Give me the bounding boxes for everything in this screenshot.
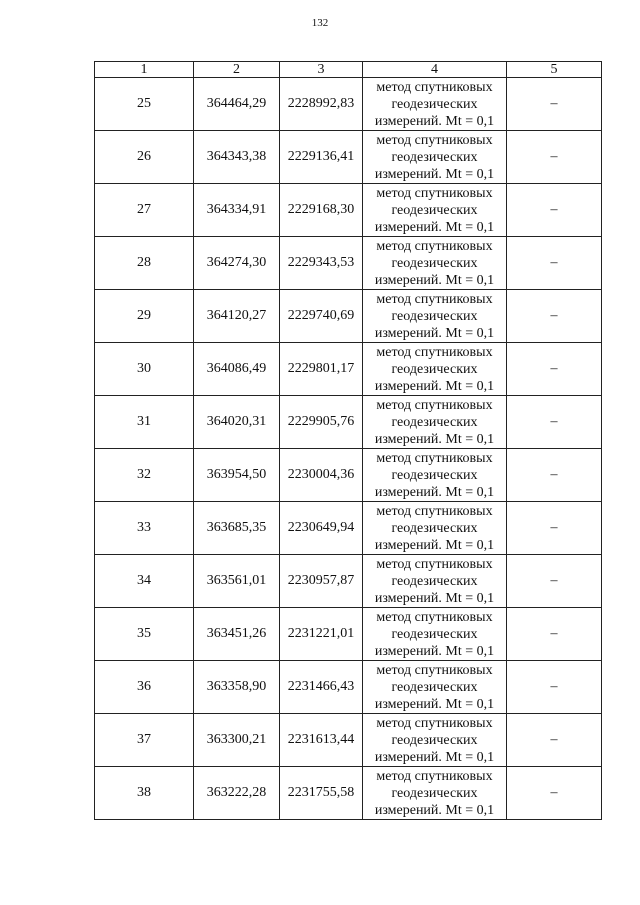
method-line: измерений. Mt = 0,1 (374, 696, 495, 712)
method-line: геодезических (391, 520, 478, 536)
x-coordinate-cell: 364086,49 (194, 343, 280, 396)
method-cell (363, 237, 507, 290)
method-line: геодезических (391, 626, 478, 642)
table-row (95, 608, 602, 661)
table-row (95, 78, 602, 131)
x-coordinate-cell: 363300,21 (194, 714, 280, 767)
y-coordinate-cell: 2229168,30 (280, 184, 363, 237)
method-line: геодезических (391, 732, 478, 748)
method-cell (363, 396, 507, 449)
extra-cell: – (507, 767, 602, 820)
method-cell (363, 131, 507, 184)
extra-cell: – (507, 184, 602, 237)
y-coordinate-cell: 2229801,17 (280, 343, 363, 396)
method-cell (363, 290, 507, 343)
x-coordinate-cell: 364020,31 (194, 396, 280, 449)
column-header-5: 5 (507, 62, 602, 78)
method-line: метод спутниковых (376, 397, 493, 413)
method-cell (363, 661, 507, 714)
y-coordinate-cell: 2229740,69 (280, 290, 363, 343)
method-line: метод спутниковых (376, 344, 493, 360)
method-cell (363, 343, 507, 396)
method-line: метод спутниковых (376, 238, 493, 254)
x-coordinate-cell: 364120,27 (194, 290, 280, 343)
method-cell (363, 555, 507, 608)
method-line: метод спутниковых (376, 503, 493, 519)
x-coordinate-cell: 363451,26 (194, 608, 280, 661)
point-number-cell: 30 (95, 343, 194, 396)
point-number-cell: 36 (95, 661, 194, 714)
point-number-cell: 25 (95, 78, 194, 131)
extra-cell: – (507, 661, 602, 714)
extra-cell: – (507, 396, 602, 449)
header-row (95, 62, 602, 78)
y-coordinate-cell: 2231755,58 (280, 767, 363, 820)
x-coordinate-cell: 364274,30 (194, 237, 280, 290)
point-number-cell: 38 (95, 767, 194, 820)
table-row (95, 661, 602, 714)
method-line: геодезических (391, 414, 478, 430)
method-line: измерений. Mt = 0,1 (374, 643, 495, 659)
point-number-cell: 34 (95, 555, 194, 608)
method-line: измерений. Mt = 0,1 (374, 484, 495, 500)
method-line: геодезических (391, 679, 478, 695)
point-number-cell: 33 (95, 502, 194, 555)
extra-cell: – (507, 449, 602, 502)
method-cell (363, 449, 507, 502)
table-body (95, 78, 602, 820)
method-line: измерений. Mt = 0,1 (374, 431, 495, 447)
method-line: измерений. Mt = 0,1 (374, 378, 495, 394)
method-line: метод спутниковых (376, 185, 493, 201)
x-coordinate-cell: 363222,28 (194, 767, 280, 820)
column-header-4: 4 (363, 62, 507, 78)
y-coordinate-cell: 2230957,87 (280, 555, 363, 608)
table-row (95, 290, 602, 343)
table-row (95, 396, 602, 449)
method-line: метод спутниковых (376, 132, 493, 148)
table-row (95, 555, 602, 608)
method-line: геодезических (391, 96, 478, 112)
table-row (95, 184, 602, 237)
extra-cell: – (507, 131, 602, 184)
y-coordinate-cell: 2229343,53 (280, 237, 363, 290)
extra-cell: – (507, 502, 602, 555)
y-coordinate-cell: 2230649,94 (280, 502, 363, 555)
x-coordinate-cell: 363685,35 (194, 502, 280, 555)
y-coordinate-cell: 2231466,43 (280, 661, 363, 714)
table-row (95, 714, 602, 767)
method-line: измерений. Mt = 0,1 (374, 219, 495, 235)
method-line: измерений. Mt = 0,1 (374, 113, 495, 129)
method-line: метод спутниковых (376, 662, 493, 678)
x-coordinate-cell: 363358,90 (194, 661, 280, 714)
table-row (95, 237, 602, 290)
y-coordinate-cell: 2229136,41 (280, 131, 363, 184)
method-line: метод спутниковых (376, 79, 493, 95)
column-header-3: 3 (280, 62, 363, 78)
point-number-cell: 27 (95, 184, 194, 237)
table-row (95, 767, 602, 820)
extra-cell: – (507, 343, 602, 396)
point-number-cell: 28 (95, 237, 194, 290)
method-line: метод спутниковых (376, 715, 493, 731)
method-line: измерений. Mt = 0,1 (374, 802, 495, 818)
x-coordinate-cell: 363954,50 (194, 449, 280, 502)
method-cell (363, 502, 507, 555)
method-line: метод спутниковых (376, 556, 493, 572)
page-number: 132 (311, 17, 329, 29)
method-line: геодезических (391, 573, 478, 589)
method-line: геодезических (391, 255, 478, 271)
y-coordinate-cell: 2231613,44 (280, 714, 363, 767)
extra-cell: – (507, 714, 602, 767)
method-cell (363, 608, 507, 661)
method-line: геодезических (391, 308, 478, 324)
extra-cell: – (507, 78, 602, 131)
extra-cell: – (507, 290, 602, 343)
x-coordinate-cell: 364334,91 (194, 184, 280, 237)
method-line: геодезических (391, 785, 478, 801)
method-cell (363, 714, 507, 767)
method-line: геодезических (391, 149, 478, 165)
y-coordinate-cell: 2231221,01 (280, 608, 363, 661)
point-number-cell: 29 (95, 290, 194, 343)
point-number-cell: 26 (95, 131, 194, 184)
method-cell (363, 767, 507, 820)
table-row (95, 343, 602, 396)
method-line: измерений. Mt = 0,1 (374, 166, 495, 182)
method-line: метод спутниковых (376, 291, 493, 307)
method-line: измерений. Mt = 0,1 (374, 537, 495, 553)
method-line: измерений. Mt = 0,1 (374, 325, 495, 341)
method-line: метод спутниковых (376, 768, 493, 784)
method-line: геодезических (391, 361, 478, 377)
point-number-cell: 32 (95, 449, 194, 502)
method-line: геодезических (391, 202, 478, 218)
method-line: метод спутниковых (376, 450, 493, 466)
method-cell (363, 78, 507, 131)
method-line: метод спутниковых (376, 609, 493, 625)
x-coordinate-cell: 364464,29 (194, 78, 280, 131)
point-number-cell: 35 (95, 608, 194, 661)
extra-cell: – (507, 608, 602, 661)
y-coordinate-cell: 2228992,83 (280, 78, 363, 131)
y-coordinate-cell: 2230004,36 (280, 449, 363, 502)
method-line: измерений. Mt = 0,1 (374, 272, 495, 288)
x-coordinate-cell: 364343,38 (194, 131, 280, 184)
method-line: измерений. Mt = 0,1 (374, 749, 495, 765)
point-number-cell: 31 (95, 396, 194, 449)
table-row (95, 131, 602, 184)
column-header-2: 2 (194, 62, 280, 78)
method-cell (363, 184, 507, 237)
method-line: геодезических (391, 467, 478, 483)
extra-cell: – (507, 555, 602, 608)
point-number-cell: 37 (95, 714, 194, 767)
table-row (95, 502, 602, 555)
table-row (95, 449, 602, 502)
coordinates-table (94, 61, 602, 820)
column-header-1: 1 (95, 62, 194, 78)
extra-cell: – (507, 237, 602, 290)
method-line: измерений. Mt = 0,1 (374, 590, 495, 606)
x-coordinate-cell: 363561,01 (194, 555, 280, 608)
y-coordinate-cell: 2229905,76 (280, 396, 363, 449)
